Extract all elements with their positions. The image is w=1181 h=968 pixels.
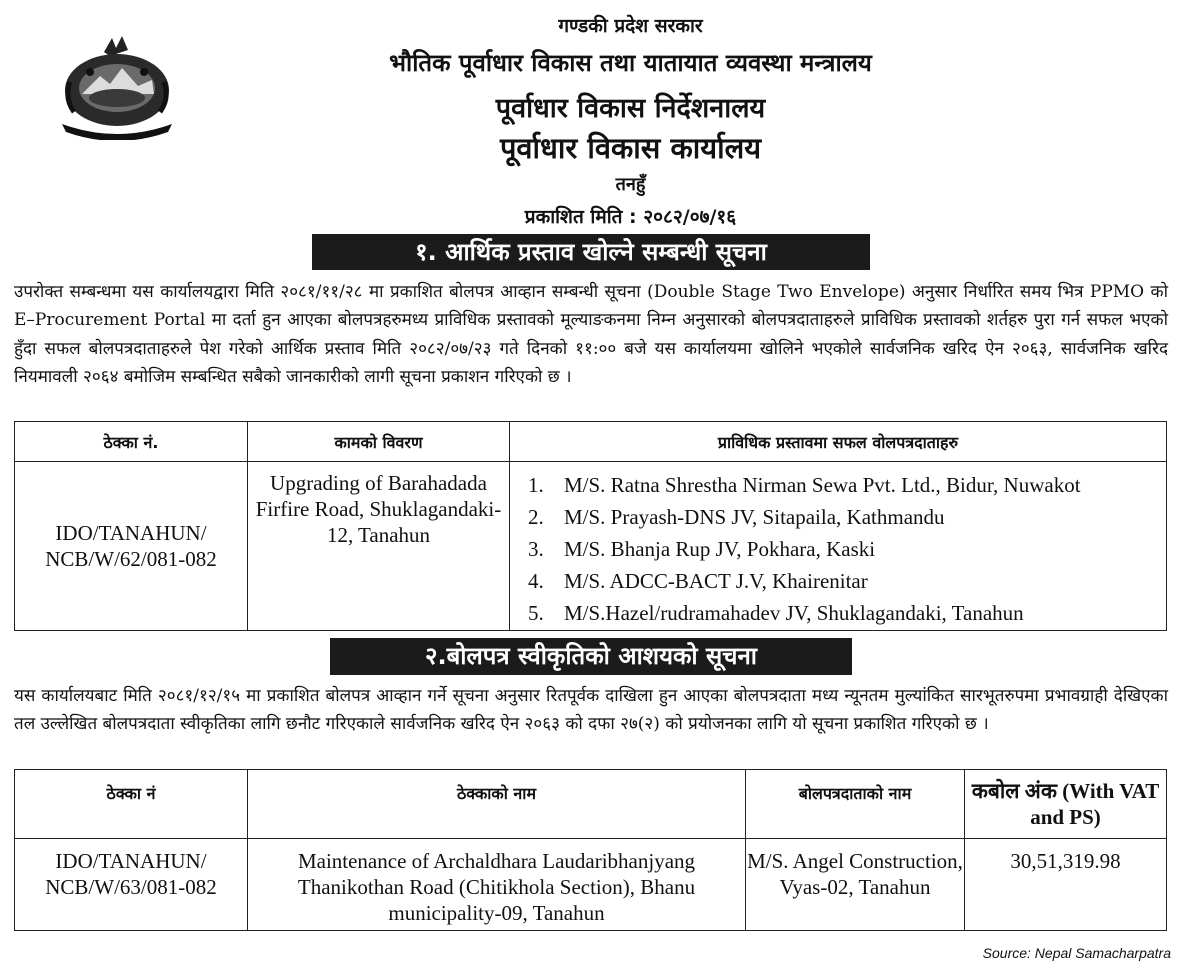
ministry-name: भौतिक पूर्वाधार विकास तथा यातायात व्यवस्था मन्त्रालय	[389, 49, 872, 77]
bidders-cell	[510, 462, 1167, 631]
list-item	[528, 501, 1166, 533]
bidder-name: M/S. Prayash-DNS JV, Sitapaila, Kathmandu	[564, 505, 945, 529]
bidder-name: M/S. Bhanja Rup JV, Pokhara, Kaski	[564, 537, 876, 561]
bidder-number: 4.	[528, 569, 544, 593]
bidder-name: M/S. ADCC-BACT J.V, Khairenitar	[564, 569, 868, 593]
section1-title: १. आर्थिक प्रस्ताव खोल्ने सम्बन्धी सूचना	[312, 234, 870, 270]
section1-body: उपरोक्त सम्बन्धमा यस कार्यालयद्वारा मिति २०८१/११/२८ मा प्रकाशित बोलपत्र आव्हान सम्बन्धी सूचना (Double Stage Two Envelope) अनुसार निर्धारित समय भित्र PPMO को E–Procurement Portal मा दर्ता हुन आएका बोलपत्रहरुमध्य प्राविधिक प्रस्तावको मूल्याङकनमा निम्न अनुसारको बोलपत्रदाताहरुले प्राविधिक प्रस्तावको शर्तहरु पुरा गर्न सफल भएको हुँदा सफल बोलपत्रदाताहरुले पेश गरेको आर्थिक प्रस्ताव मिति २०८२/०७/२३ गते दिनको ११:०० बजे यस कार्यालयमा खोलिने भएकोले सार्वजनिक खरिद ऐन २०६३, सार्वजनिक खरिद नियमावली २०६४ बमोजिम सम्बन्धित सबैको जानकारीको लागी सूचना प्रकाशन गरिएको छ ।	[14, 282, 1168, 388]
t1-header-work: कामको विवरण	[248, 422, 510, 462]
amount-cell: 30,51,319.98	[965, 839, 1167, 931]
office-name: पूर्वाधार विकास कार्यालय	[499, 131, 762, 165]
bidder-number: 3.	[528, 537, 544, 561]
list-item	[528, 597, 1166, 629]
contract-no-cell: IDO/TANAHUN/ NCB/W/63/081-082	[15, 839, 248, 931]
t2-header-contract-name: ठेक्काको नाम	[248, 770, 746, 839]
bidder-name: M/S.Hazel/rudramahadev JV, Shuklagandaki, Tanahun	[564, 601, 1024, 625]
list-item	[528, 565, 1166, 597]
technical-bidders-table	[14, 421, 1167, 631]
bidder-number: 5.	[528, 601, 544, 625]
section2-body: यस कार्यालयबाट मिति २०८१/१२/१५ मा प्रकाशित बोलपत्र आव्हान गर्ने सूचना अनुसार रितपूर्वक दाखिला हुन आएका बोलपत्रदाता मध्य न्यूनतम मुल्यांकित सारभूतरुपमा प्रभावग्राही देखिएका तल उल्लेखित बोलपत्रदाता स्वीकृतिका लागि छनौट गरिएकाले सार्वजनिक खरिद ऐन २०६३ को दफा २७(२) को प्रयोजनका लागि यो सूचना प्रकाशित गरिएको छ ।	[14, 686, 1168, 734]
table-row	[15, 462, 1167, 631]
t2-header-amount: कबोल अंक (With VAT and PS)	[965, 770, 1167, 839]
contract-name-cell: Maintenance of Archaldhara Laudaribhanjyang Thanikothan Road (Chitikhola Section), Bhanu municipality-09, Tanahun	[248, 839, 746, 931]
list-item	[528, 533, 1166, 565]
t1-header-contract-no: ठेक्का नं.	[15, 422, 248, 462]
bidder-name: M/S. Ratna Shrestha Nirman Sewa Pvt. Ltd., Bidur, Nuwakot	[564, 473, 1081, 497]
published-date: प्रकाशित मिति : २०८२/०७/१६	[524, 206, 737, 228]
source-credit: Source: Nepal Samacharpatra	[982, 945, 1171, 961]
t1-header-bidders: प्राविधिक प्रस्तावमा सफल वोलपत्रदाताहरु	[510, 422, 1167, 462]
directorate-name: पूर्वाधार विकास निर्देशनालय	[495, 93, 766, 124]
bidder-number: 2.	[528, 505, 544, 529]
t2-header-bidder: बोलपत्रदाताको नाम	[746, 770, 965, 839]
bidder-cell: M/S. Angel Construction, Vyas-02, Tanahun	[746, 839, 965, 931]
bidder-number: 1.	[528, 473, 544, 497]
t2-header-contract-no: ठेक्का नं	[15, 770, 248, 839]
district-name: तनहुँ	[615, 174, 646, 195]
contract-no-cell: IDO/TANAHUN/ NCB/W/62/081-082	[15, 462, 248, 631]
work-description-cell: Upgrading of Barahadada Firfire Road, Shuklagandaki-12, Tanahun	[248, 462, 510, 631]
table-row	[15, 839, 1167, 931]
section2-title: २.बोलपत्र स्वीकृतिको आशयको सूचना	[330, 638, 852, 675]
list-item	[528, 469, 1166, 501]
intent-award-table	[14, 769, 1167, 931]
government-name: गण्डकी प्रदेश सरकार	[558, 15, 703, 37]
